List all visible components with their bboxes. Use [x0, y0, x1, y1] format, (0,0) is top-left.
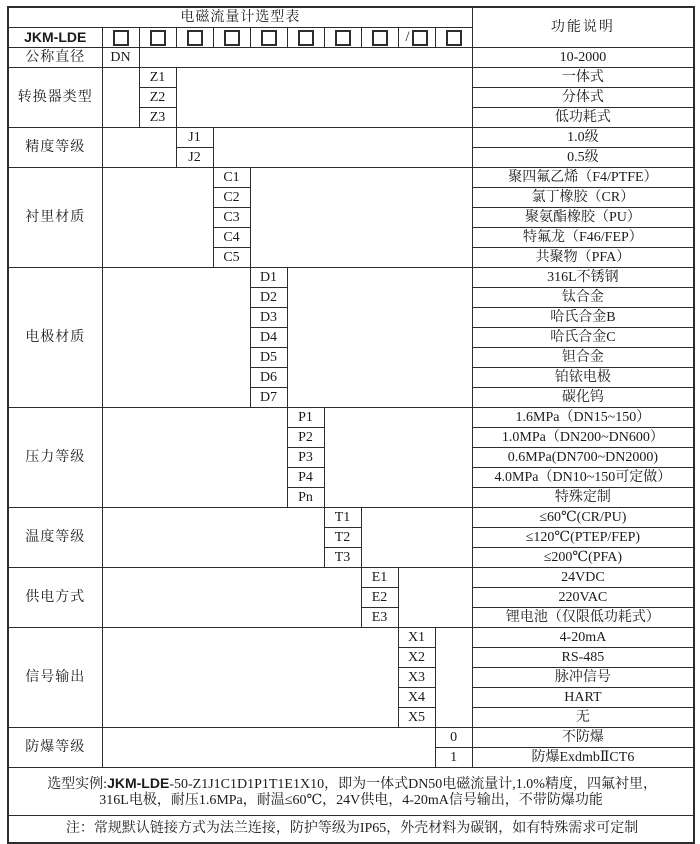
- slash-separator: /: [405, 29, 410, 46]
- code-cell-D2: D2: [250, 288, 287, 308]
- code-cell-E3: E3: [361, 608, 398, 628]
- section-label-explosion: 防爆等级: [8, 728, 102, 768]
- code-box-cell-4: [213, 28, 250, 48]
- code-cell-C2: C2: [213, 188, 250, 208]
- checkbox-icon: [446, 30, 462, 46]
- code-box-cell-1: [102, 28, 139, 48]
- desc-cell-C1: 聚四氟乙烯（F4/PTFE）: [472, 168, 694, 188]
- code-cell-X1: X1: [398, 628, 435, 648]
- spacer-cell: [102, 628, 398, 728]
- code-cell-Z1: Z1: [139, 68, 176, 88]
- spacer-cell: [102, 68, 139, 128]
- desc-cell-X4: HART: [472, 688, 694, 708]
- code-cell-E2: E2: [361, 588, 398, 608]
- code-cell-D6: D6: [250, 368, 287, 388]
- code-cell-P1: P1: [287, 408, 324, 428]
- spacer-cell: [102, 128, 176, 168]
- code-box-cell-10: [435, 28, 472, 48]
- example-line-1: [9, 773, 693, 792]
- section-label-pressure: 压力等级: [8, 408, 102, 508]
- desc-cell-E2: 220VAC: [472, 588, 694, 608]
- code-cell-Pn: Pn: [287, 488, 324, 508]
- code-box-cell-6: [287, 28, 324, 48]
- desc-cell-Pn: 特殊定制: [472, 488, 694, 508]
- checkbox-icon: [335, 30, 351, 46]
- code-cell-T2: T2: [324, 528, 361, 548]
- desc-cell-X3: 脉冲信号: [472, 668, 694, 688]
- spacer-cell: [102, 568, 361, 628]
- code-cell-J1: J1: [176, 128, 213, 148]
- desc-cell-P1: 1.6MPa（DN15~150）: [472, 408, 694, 428]
- checkbox-icon: [372, 30, 388, 46]
- spacer-cell: [176, 68, 472, 128]
- section-label-power: 供电方式: [8, 568, 102, 628]
- checkbox-icon: [187, 30, 203, 46]
- spacer-cell: [102, 508, 324, 568]
- desc-cell-exp1: 防爆ExdmbⅡCT6: [472, 748, 694, 768]
- code-cell-D3: D3: [250, 308, 287, 328]
- code-box-cell-7: [324, 28, 361, 48]
- code-cell-exp1: 1: [435, 748, 472, 768]
- code-cell-D7: D7: [250, 388, 287, 408]
- desc-cell-C2: 氯丁橡胶（CR）: [472, 188, 694, 208]
- code-box-cell-2: [139, 28, 176, 48]
- section-label-electrode: 电极材质: [8, 268, 102, 408]
- code-cell-D1: D1: [250, 268, 287, 288]
- spacer-cell: [324, 408, 472, 508]
- example-model: JKM-LDE: [107, 774, 170, 791]
- table-title: 电磁流量计选型表: [8, 7, 472, 28]
- desc-cell-P2: 1.0MPa（DN200~DN600）: [472, 428, 694, 448]
- selection-table: [7, 6, 695, 844]
- desc-cell-P4: 4.0MPa（DN10~150可定做）: [472, 468, 694, 488]
- spacer-cell: [102, 728, 435, 768]
- code-cell-C3: C3: [213, 208, 250, 228]
- desc-cell-D2: 钛合金: [472, 288, 694, 308]
- checkbox-icon: [298, 30, 314, 46]
- desc-cell-D1: 316L不锈钢: [472, 268, 694, 288]
- spacer-cell: [250, 168, 472, 268]
- note-line: 注：常规默认链接方式为法兰连接，防护等级为IP65，外壳材料为碳钢，如有特殊需求可定制: [65, 821, 639, 837]
- example-line-2: 316L电极，耐压1.6MPa，耐温≤60℃，24V供电，4-20mA信号输出，不带防爆功能: [99, 793, 603, 808]
- section-label-lining: 衬里材质: [8, 168, 102, 268]
- code-cell-E1: E1: [361, 568, 398, 588]
- section-label-accuracy: 精度等级: [8, 128, 102, 168]
- desc-cell-T3: ≤200℃(PFA): [472, 548, 694, 568]
- desc-cell-Z1: 一体式: [472, 68, 694, 88]
- spacer-cell: [287, 268, 472, 408]
- desc-cell-Z2: 分体式: [472, 88, 694, 108]
- desc-cell-X1: 4-20mA: [472, 628, 694, 648]
- desc-cell-X2: RS-485: [472, 648, 694, 668]
- desc-cell-T1: ≤60℃(CR/PU): [472, 508, 694, 528]
- desc-cell-J1: 1.0级: [472, 128, 694, 148]
- code-cell-X4: X4: [398, 688, 435, 708]
- code-cell-D4: D4: [250, 328, 287, 348]
- section-label-signal: 信号输出: [8, 628, 102, 728]
- checkbox-icon: [150, 30, 166, 46]
- code-box-cell-3: [176, 28, 213, 48]
- row-label-diameter: 公称直径: [8, 48, 102, 68]
- code-cell-Z2: Z2: [139, 88, 176, 108]
- code-cell-DN: DN: [102, 48, 139, 68]
- code-cell-C5: C5: [213, 248, 250, 268]
- code-cell-P3: P3: [287, 448, 324, 468]
- section-label-temperature: 温度等级: [8, 508, 102, 568]
- desc-cell-J2: 0.5级: [472, 148, 694, 168]
- desc-cell-C5: 共聚物（PFA）: [472, 248, 694, 268]
- code-cell-P2: P2: [287, 428, 324, 448]
- desc-cell-D4: 哈氏合金C: [472, 328, 694, 348]
- section-label-converter-type: 转换器类型: [8, 68, 102, 128]
- checkbox-icon: [412, 30, 428, 46]
- desc-cell-Z3: 低功耗式: [472, 108, 694, 128]
- code-cell-X5: X5: [398, 708, 435, 728]
- desc-cell-E3: 锂电池（仅限低功耗式）: [472, 608, 694, 628]
- spacer-cell: [213, 128, 472, 168]
- code-cell-T3: T3: [324, 548, 361, 568]
- example-label: 选型实例:: [47, 776, 108, 792]
- code-cell-X2: X2: [398, 648, 435, 668]
- desc-cell-D5: 钽合金: [472, 348, 694, 368]
- desc-cell-D7: 碳化钨: [472, 388, 694, 408]
- desc-cell-C4: 特氟龙（F46/FEP）: [472, 228, 694, 248]
- code-cell-P4: P4: [287, 468, 324, 488]
- code-box-cell-9: [398, 28, 435, 48]
- spacer-cell: [102, 168, 213, 268]
- desc-cell-DN: 10-2000: [472, 48, 694, 68]
- code-cell-C1: C1: [213, 168, 250, 188]
- code-cell-C4: C4: [213, 228, 250, 248]
- spacer-cell: [139, 48, 472, 68]
- spacer-cell: [102, 408, 287, 508]
- desc-cell-T2: ≤120℃(PTEP/FEP): [472, 528, 694, 548]
- spacer-cell: [398, 568, 472, 628]
- code-box-cell-5: [250, 28, 287, 48]
- desc-cell-C3: 聚氨酯橡胶（PU）: [472, 208, 694, 228]
- code-cell-T1: T1: [324, 508, 361, 528]
- selection-example-note: [8, 768, 694, 816]
- checkbox-icon: [224, 30, 240, 46]
- code-cell-D5: D5: [250, 348, 287, 368]
- function-column-header: 功能说明: [472, 7, 694, 48]
- desc-cell-P3: 0.6MPa(DN700~DN2000): [472, 448, 694, 468]
- model-label: JKM-LDE: [8, 28, 102, 48]
- spacer-cell: [102, 268, 250, 408]
- desc-cell-D3: 哈氏合金B: [472, 308, 694, 328]
- spacer-cell: [435, 628, 472, 728]
- code-cell-Z3: Z3: [139, 108, 176, 128]
- code-cell-J2: J2: [176, 148, 213, 168]
- checkbox-icon: [113, 30, 129, 46]
- code-cell-X3: X3: [398, 668, 435, 688]
- example-rest: -50-Z1J1C1D1P1T1E1X10，即为一体式DN50电磁流量计,1.0%精度，四氟衬里，: [169, 776, 657, 792]
- code-cell-exp0: 0: [435, 728, 472, 748]
- desc-cell-X5: 无: [472, 708, 694, 728]
- checkbox-icon: [261, 30, 277, 46]
- default-config-note: [8, 816, 694, 844]
- desc-cell-E1: 24VDC: [472, 568, 694, 588]
- spacer-cell: [361, 508, 472, 568]
- code-box-cell-8: [361, 28, 398, 48]
- desc-cell-D6: 铂铱电极: [472, 368, 694, 388]
- desc-cell-exp0: 不防爆: [472, 728, 694, 748]
